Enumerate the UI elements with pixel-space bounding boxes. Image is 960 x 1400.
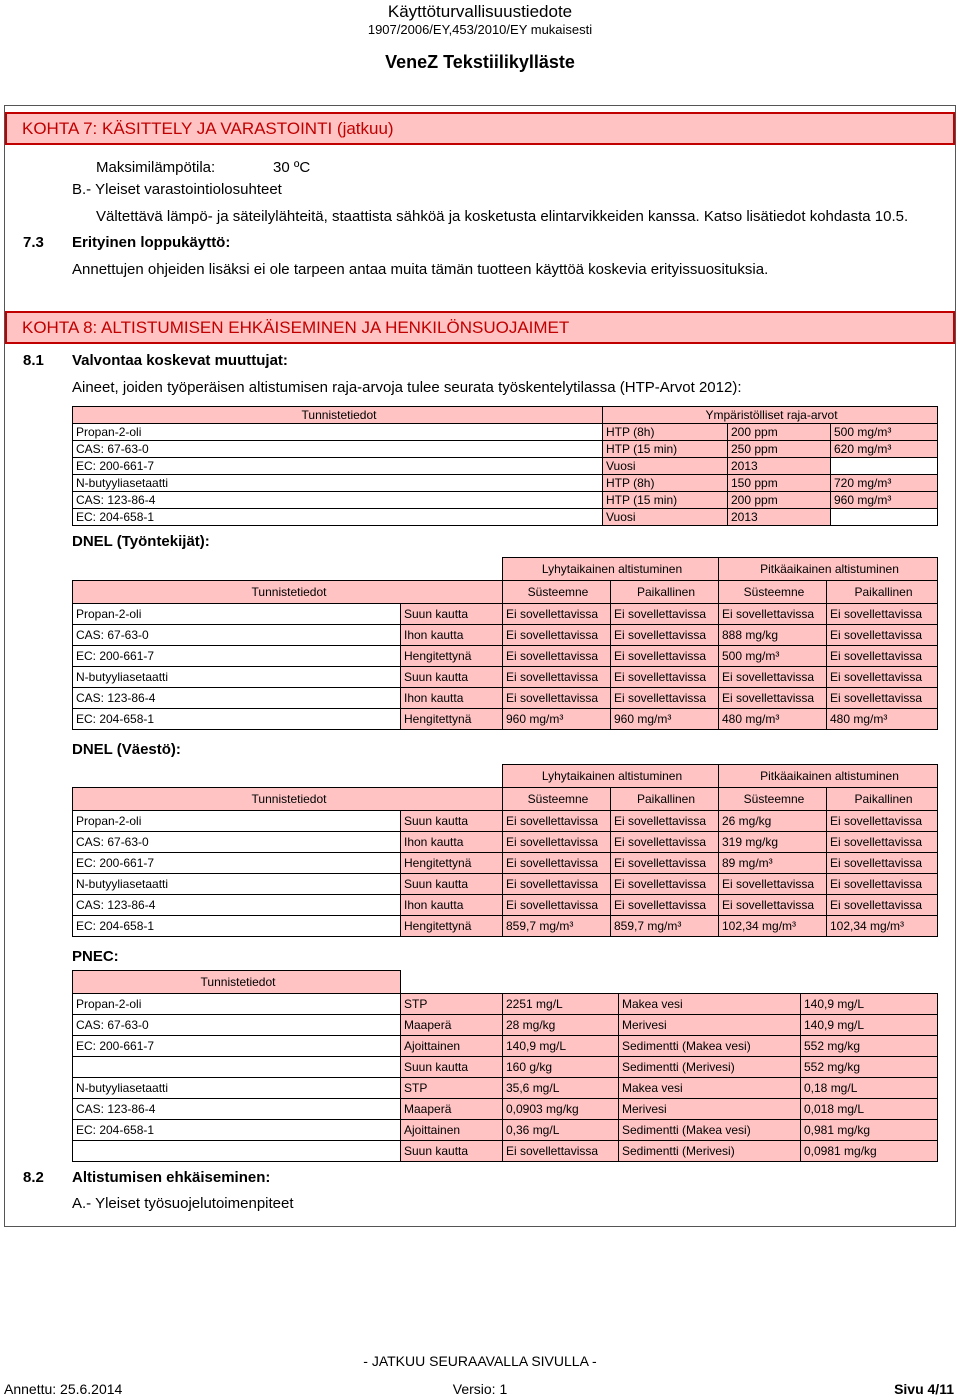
table-row [73, 458, 938, 475]
htp-table [72, 406, 938, 526]
substance-name: N-butyyliasetaatti [73, 1078, 401, 1099]
substance-cas: CAS: 67-63-0 [73, 1015, 401, 1036]
substance-cas: CAS: 67-63-0 [73, 625, 401, 646]
compartment: Sedimentti (Merivesi) [619, 1057, 801, 1078]
value: Ei sovellettavissa [719, 604, 827, 625]
table-row [73, 441, 938, 458]
value: Ei sovellettavissa [827, 811, 938, 832]
route: Ihon kautta [401, 832, 503, 853]
regulation-reference: 1907/2006/EY,453/2010/EY mukaisesti [367, 22, 593, 37]
version: Versio: 1 [452, 1381, 508, 1397]
limit-ppm: 2013 [728, 458, 831, 475]
limit-type: HTP (8h) [603, 475, 728, 492]
value: Ei sovellettavissa [827, 646, 938, 667]
value: 888 mg/kg [719, 625, 827, 646]
route: Hengitettynä [401, 916, 503, 937]
dnel-p-sys-short: Süsteemne [503, 788, 611, 811]
pnec-id-header: Tunnistetiedot [73, 971, 401, 994]
dnel-w-id-header: Tunnistetiedot [73, 581, 503, 604]
dnel-p-loc-long: Paikallinen [827, 788, 938, 811]
substance-blank [73, 1057, 401, 1078]
table-row [73, 492, 938, 509]
value: Ei sovellettavissa [827, 625, 938, 646]
value: 500 mg/m³ [719, 646, 827, 667]
substance-name: Propan-2-oli [73, 994, 401, 1015]
compartment: Ajoittainen [401, 1036, 503, 1057]
substance-cas: CAS: 67-63-0 [73, 832, 401, 853]
page-number: Sivu 4/11 [894, 1381, 954, 1397]
value: 480 mg/m³ [719, 709, 827, 730]
limit-mg: 500 mg/m³ [831, 424, 938, 441]
substance-cas: CAS: 123-86-4 [73, 895, 401, 916]
dnel-workers-label: DNEL (Työntekijät): [72, 533, 210, 550]
value: Ei sovellettavissa [611, 625, 719, 646]
table-row [73, 1015, 938, 1036]
dnel-w-loc-long: Paikallinen [827, 581, 938, 604]
dnel-workers-table [72, 557, 938, 730]
limit-ppm: 200 ppm [728, 424, 831, 441]
product-name: VeneZ Tekstiilikylläste [385, 52, 575, 72]
compartment: Suun kautta [401, 1141, 503, 1162]
value: Ei sovellettavissa [719, 667, 827, 688]
blank-cell [401, 971, 938, 994]
substance-cas: CAS: 67-63-0 [73, 441, 603, 458]
dnel-p-sys-long: Süsteemne [719, 788, 827, 811]
limit-type: Vuosi [603, 509, 728, 526]
value: Ei sovellettavissa [503, 688, 611, 709]
compartment: Maaperä [401, 1099, 503, 1120]
route: Suun kautta [401, 811, 503, 832]
document-title: Käyttöturvallisuustiedote [387, 2, 573, 21]
max-temp-label: Maksimilämpötila: [96, 159, 216, 176]
s82-title: Altistumisen ehkäiseminen: [72, 1169, 271, 1186]
limit-mg [831, 509, 938, 526]
compartment: Suun kautta [401, 1057, 503, 1078]
table-row [73, 895, 938, 916]
section8-band: KOHTA 8: ALTISTUMISEN EHKÄISEMINEN JA HENKILÖNSUOJAIMET [5, 311, 955, 344]
value: Ei sovellettavissa [503, 1141, 619, 1162]
s73-title: Erityinen loppukäyttö: [72, 234, 231, 251]
dnel-p-long-term: Pitkäaikainen altistuminen [719, 765, 938, 788]
value: 0,0981 mg/kg [801, 1141, 938, 1162]
compartment: Sedimentti (Makea vesi) [619, 1036, 801, 1057]
route: Suun kautta [401, 874, 503, 895]
limit-mg: 620 mg/m³ [831, 441, 938, 458]
value: 319 mg/kg [719, 832, 827, 853]
compartment: STP [401, 1078, 503, 1099]
value: 102,34 mg/m³ [719, 916, 827, 937]
route: Suun kautta [401, 667, 503, 688]
substance-name: Propan-2-oli [73, 604, 401, 625]
dnel-w-short-term: Lyhytaikainen altistuminen [503, 558, 719, 581]
route: Ihon kautta [401, 895, 503, 916]
value: 89 mg/m³ [719, 853, 827, 874]
dnel-w-sys-long: Süsteemne [719, 581, 827, 604]
value: Ei sovellettavissa [827, 688, 938, 709]
limit-type: HTP (15 min) [603, 492, 728, 509]
table-row [73, 1057, 938, 1078]
table-row [73, 424, 938, 441]
compartment: Ajoittainen [401, 1120, 503, 1141]
value: 2251 mg/L [503, 994, 619, 1015]
limit-type: HTP (8h) [603, 424, 728, 441]
s81-title: Valvontaa koskevat muuttujat: [72, 352, 288, 369]
value: Ei sovellettavissa [611, 667, 719, 688]
value: Ei sovellettavissa [611, 811, 719, 832]
value: Ei sovellettavissa [611, 832, 719, 853]
substance-ec: EC: 200-661-7 [73, 853, 401, 874]
compartment: Sedimentti (Makea vesi) [619, 1120, 801, 1141]
blank-cell [73, 558, 503, 581]
value: 140,9 mg/L [801, 994, 938, 1015]
value: Ei sovellettavissa [503, 604, 611, 625]
value: 0,0903 mg/kg [503, 1099, 619, 1120]
value: 102,34 mg/m³ [827, 916, 938, 937]
value: Ei sovellettavissa [503, 832, 611, 853]
substance-ec: EC: 204-658-1 [73, 1120, 401, 1141]
limit-type: HTP (15 min) [603, 441, 728, 458]
table-row [73, 1120, 938, 1141]
storage-heading: B.- Yleiset varastointiolosuhteet [72, 181, 282, 198]
table-row [73, 646, 938, 667]
value: Ei sovellettavissa [719, 688, 827, 709]
limit-mg: 960 mg/m³ [831, 492, 938, 509]
substance-name: Propan-2-oli [73, 811, 401, 832]
substance-ec: EC: 204-658-1 [73, 916, 401, 937]
value: 28 mg/kg [503, 1015, 619, 1036]
value: Ei sovellettavissa [827, 874, 938, 895]
dnel-p-loc-short: Paikallinen [611, 788, 719, 811]
value: 0,18 mg/L [801, 1078, 938, 1099]
substance-ec: EC: 204-658-1 [73, 509, 603, 526]
table-row [73, 811, 938, 832]
compartment: Maaperä [401, 1015, 503, 1036]
table-row [73, 874, 938, 895]
compartment: Merivesi [619, 1099, 801, 1120]
value: Ei sovellettavissa [503, 667, 611, 688]
value: Ei sovellettavissa [611, 874, 719, 895]
storage-text: Vältettävä lämpö- ja säteilylähteitä, staattista sähköä ja kosketusta elintarvikkeiden kanssa. Katso lisätiedot kohdasta 10.5. [96, 208, 909, 225]
section7-band: KOHTA 7: KÄSITTELY JA VARASTOINTI (jatkuu) [5, 112, 955, 145]
route: Hengitettynä [401, 646, 503, 667]
pnec-table [72, 970, 938, 1162]
table-row [73, 994, 938, 1015]
table-row [73, 916, 938, 937]
dnel-population-table [72, 764, 938, 937]
limit-mg: 720 mg/m³ [831, 475, 938, 492]
table-row [73, 832, 938, 853]
value: 552 mg/kg [801, 1057, 938, 1078]
route: Ihon kautta [401, 625, 503, 646]
limit-type: Vuosi [603, 458, 728, 475]
table-row [73, 509, 938, 526]
table-row [73, 625, 938, 646]
substance-name: Propan-2-oli [73, 424, 603, 441]
compartment: Makea vesi [619, 994, 801, 1015]
value: Ei sovellettavissa [611, 646, 719, 667]
value: 480 mg/m³ [827, 709, 938, 730]
table-row [73, 1099, 938, 1120]
s81-number: 8.1 [23, 352, 44, 369]
value: 859,7 mg/m³ [611, 916, 719, 937]
value: Ei sovellettavissa [503, 646, 611, 667]
route: Ihon kautta [401, 688, 503, 709]
table-row [73, 709, 938, 730]
limit-ppm: 250 ppm [728, 441, 831, 458]
value: 0,981 mg/kg [801, 1120, 938, 1141]
value: Ei sovellettavissa [503, 895, 611, 916]
table-row [73, 1036, 938, 1057]
value: 0,018 mg/L [801, 1099, 938, 1120]
compartment: STP [401, 994, 503, 1015]
table-row [73, 853, 938, 874]
table-row [73, 604, 938, 625]
value: Ei sovellettavissa [503, 811, 611, 832]
table-row [73, 1141, 938, 1162]
continue-note: - JATKUU SEURAAVALLA SIVULLA - [363, 1353, 597, 1369]
limit-mg [831, 458, 938, 475]
value: 552 mg/kg [801, 1036, 938, 1057]
value: Ei sovellettavissa [503, 625, 611, 646]
value: 26 mg/kg [719, 811, 827, 832]
route: Hengitettynä [401, 709, 503, 730]
value: Ei sovellettavissa [827, 895, 938, 916]
dnel-population-label: DNEL (Väestö): [72, 741, 181, 758]
substance-ec: EC: 200-661-7 [73, 1036, 401, 1057]
issued-date: Annettu: 25.6.2014 [4, 1381, 123, 1397]
max-temp-value: 30 ºC [273, 159, 311, 176]
substance-ec: EC: 200-661-7 [73, 458, 603, 475]
value: Ei sovellettavissa [611, 895, 719, 916]
value: Ei sovellettavissa [827, 832, 938, 853]
table-row [73, 688, 938, 709]
value: Ei sovellettavissa [827, 604, 938, 625]
value: Ei sovellettavissa [611, 688, 719, 709]
compartment: Sedimentti (Merivesi) [619, 1141, 801, 1162]
limit-ppm: 200 ppm [728, 492, 831, 509]
pnec-label: PNEC: [72, 948, 119, 965]
table-row [73, 1078, 938, 1099]
value: Ei sovellettavissa [611, 853, 719, 874]
dnel-p-short-term: Lyhytaikainen altistuminen [503, 765, 719, 788]
value: 0,36 mg/L [503, 1120, 619, 1141]
dnel-p-id-header: Tunnistetiedot [73, 788, 503, 811]
substance-ec: EC: 200-661-7 [73, 646, 401, 667]
value: 35,6 mg/L [503, 1078, 619, 1099]
value: 160 g/kg [503, 1057, 619, 1078]
value: Ei sovellettavissa [719, 895, 827, 916]
compartment: Makea vesi [619, 1078, 801, 1099]
limit-ppm: 150 ppm [728, 475, 831, 492]
table-row [73, 667, 938, 688]
s82-subheading: A.- Yleiset työsuojelutoimenpiteet [72, 1195, 294, 1212]
substance-name: N-butyyliasetaatti [73, 475, 603, 492]
dnel-w-loc-short: Paikallinen [611, 581, 719, 604]
substance-name: N-butyyliasetaatti [73, 874, 401, 895]
substance-cas: CAS: 123-86-4 [73, 1099, 401, 1120]
value: 960 mg/m³ [611, 709, 719, 730]
compartment: Merivesi [619, 1015, 801, 1036]
value: 859,7 mg/m³ [503, 916, 611, 937]
table-row [73, 475, 938, 492]
substance-name: N-butyyliasetaatti [73, 667, 401, 688]
route: Hengitettynä [401, 853, 503, 874]
value: Ei sovellettavissa [827, 667, 938, 688]
dnel-w-sys-short: Süsteemne [503, 581, 611, 604]
route: Suun kautta [401, 604, 503, 625]
value: Ei sovellettavissa [827, 853, 938, 874]
substance-ec: EC: 204-658-1 [73, 709, 401, 730]
s73-text: Annettujen ohjeiden lisäksi ei ole tarpeen antaa muita tämän tuotteen käyttöä koskevia erityissuosituksia. [72, 261, 769, 278]
blank-cell [73, 765, 503, 788]
value: Ei sovellettavissa [611, 604, 719, 625]
htp-header-id: Tunnistetiedot [73, 407, 603, 424]
limit-ppm: 2013 [728, 509, 831, 526]
value: 140,9 mg/L [801, 1015, 938, 1036]
s82-number: 8.2 [23, 1169, 44, 1186]
value: 140,9 mg/L [503, 1036, 619, 1057]
substance-cas: CAS: 123-86-4 [73, 492, 603, 509]
htp-header-limits: Ympäristölliset raja-arvot [603, 407, 938, 424]
dnel-w-long-term: Pitkäaikainen altistuminen [719, 558, 938, 581]
value: Ei sovellettavissa [503, 853, 611, 874]
value: Ei sovellettavissa [503, 874, 611, 895]
substance-blank [73, 1141, 401, 1162]
s73-number: 7.3 [23, 234, 44, 251]
value: 960 mg/m³ [503, 709, 611, 730]
value: Ei sovellettavissa [719, 874, 827, 895]
substance-cas: CAS: 123-86-4 [73, 688, 401, 709]
s81-intro: Aineet, joiden työperäisen altistumisen raja-arvoja tulee seurata työskentelytilassa (HTP-Arvot 2012): [72, 379, 742, 396]
